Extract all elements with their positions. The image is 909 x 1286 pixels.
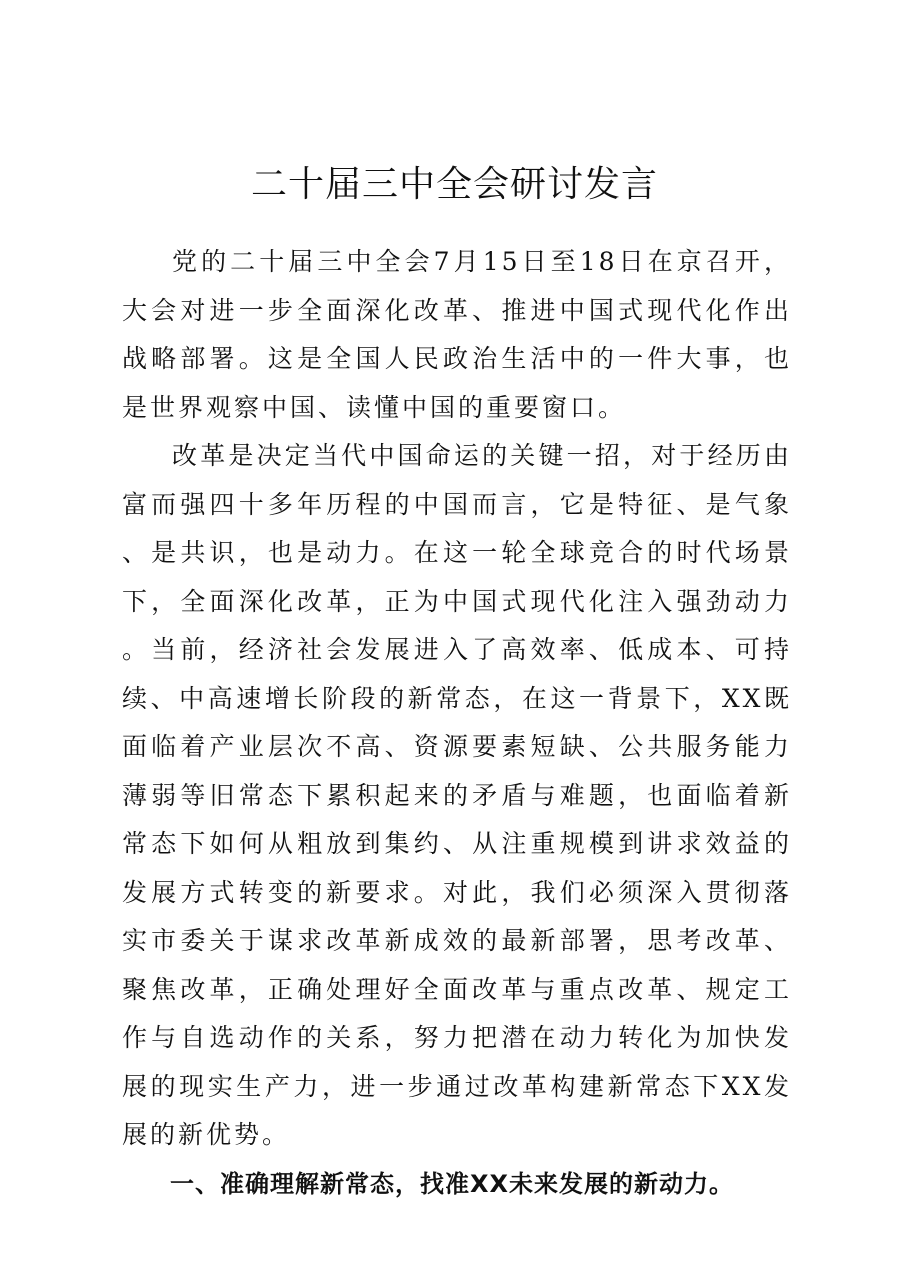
section-heading: 一、准确理解新常态，找准XX未来发展的新动力。 bbox=[170, 1169, 735, 1198]
paragraph-reform: 改革是决定当代中国命运的关键一招，对于经历由富而强四十多年历程的中国而言，它是特征、是气象、是共识，也是动力。在这一轮全球竞合的时代场景下，全面深化改革，正为中国式现代化注入强劲动力。当前，经济社会发展进入了高效率、低成本、可持续、中高速增长阶段的新常态，在这一背景下，XX既面临着产业层次不高、资源要素短缺、公共服务能力薄弱等旧常态下累积起来的矛盾与难题，也面临着新常态下如何从粗放到集约、从注重规模到讲求效益的发展方式转变的新要求。对此，我们必须深入贯彻落实市委关于谋求改革新成效的最新部署，思考改革、聚焦改革，正确处理好全面改革与重点改革、规定工作与自选动作的关系，努力把潜在动力转化为加快发展的现实生产力，进一步通过改革构建新常态下XX发展的新优势。 bbox=[122, 441, 792, 1149]
paragraph-intro: 党的二十届三中全会7月15日至18日在京召开，大会对进一步全面深化改革、推进中国式现代化作出战略部署。这是全国人民政治生活中的一件大事，也是世界观察中国、读懂中国的重要窗口。 bbox=[122, 247, 792, 422]
document-title: 二十届三中全会研讨发言 bbox=[250, 164, 658, 205]
document-body bbox=[122, 238, 792, 1208]
